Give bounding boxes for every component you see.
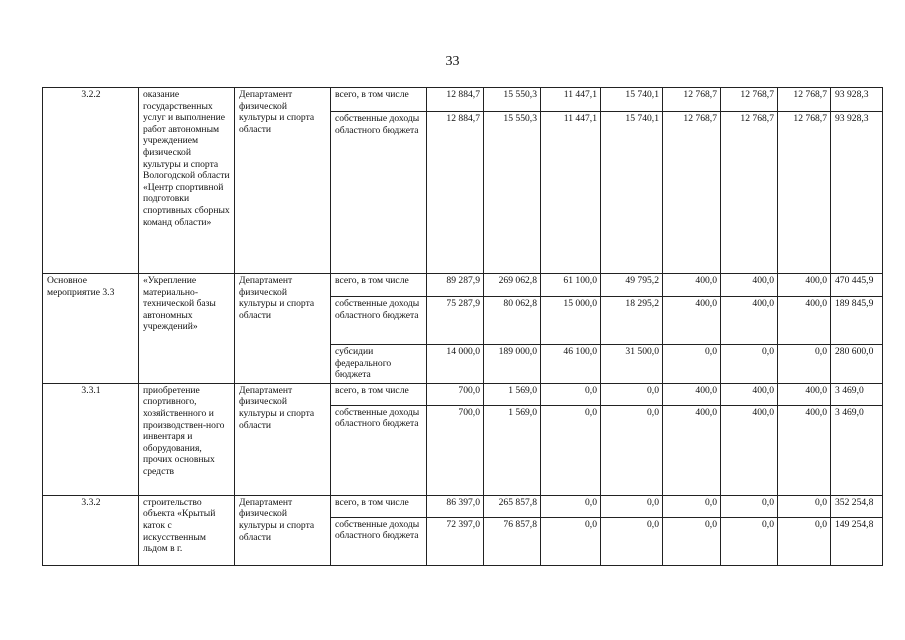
year-value: 269 062,8 xyxy=(484,274,541,297)
year-value: 0,0 xyxy=(601,517,663,565)
measure-name: оказание государственных услуг и выполнение работ автономным учреждением физической культуры и спорта Вологодской области «Центр спортивной подготовки спортивных сборных команд области» xyxy=(139,88,235,274)
year-value: 12 768,7 xyxy=(721,88,778,112)
funding-source: собственные доходы областного бюджета xyxy=(331,517,427,565)
year-value: 15 740,1 xyxy=(601,88,663,112)
year-value: 400,0 xyxy=(663,405,721,495)
row-code: 3.2.2 xyxy=(43,88,139,274)
year-value: 18 295,2 xyxy=(601,297,663,345)
year-value: 46 100,0 xyxy=(541,345,601,384)
year-value: 86 397,0 xyxy=(427,495,484,517)
funding-source: собственные доходы областного бюджета xyxy=(331,405,427,495)
year-value: 400,0 xyxy=(721,297,778,345)
year-value: 80 062,8 xyxy=(484,297,541,345)
funding-source: всего, в том числе xyxy=(331,383,427,405)
year-value: 0,0 xyxy=(541,405,601,495)
year-value: 0,0 xyxy=(601,405,663,495)
year-value: 11 447,1 xyxy=(541,112,601,274)
year-value: 400,0 xyxy=(663,297,721,345)
total-value: 93 928,3 xyxy=(831,88,883,112)
year-value: 0,0 xyxy=(663,495,721,517)
year-value: 400,0 xyxy=(721,383,778,405)
year-value: 0,0 xyxy=(601,495,663,517)
total-value: 93 928,3 xyxy=(831,112,883,274)
row-code: 3.3.2 xyxy=(43,495,139,565)
executor: Департамент физической культуры и спорта области xyxy=(235,274,331,384)
executor: Департамент физической культуры и спорта области xyxy=(235,495,331,565)
year-value: 15 550,3 xyxy=(484,112,541,274)
total-value: 189 845,9 xyxy=(831,297,883,345)
measure-name: строительство объекта «Крытый каток с искусственным льдом в г. xyxy=(139,495,235,565)
year-value: 700,0 xyxy=(427,405,484,495)
year-value: 14 000,0 xyxy=(427,345,484,384)
budget-table-body xyxy=(43,88,883,566)
year-value: 0,0 xyxy=(663,517,721,565)
year-value: 400,0 xyxy=(778,297,831,345)
row-code: Основное мероприятие 3.3 xyxy=(43,274,139,384)
page-number: 33 xyxy=(445,54,460,69)
year-value: 1 569,0 xyxy=(484,405,541,495)
year-value: 15 550,3 xyxy=(484,88,541,112)
year-value: 400,0 xyxy=(663,383,721,405)
year-value: 12 768,7 xyxy=(721,112,778,274)
total-value: 149 254,8 xyxy=(831,517,883,565)
budget-table xyxy=(42,87,883,566)
year-value: 76 857,8 xyxy=(484,517,541,565)
year-value: 75 287,9 xyxy=(427,297,484,345)
year-value: 400,0 xyxy=(721,274,778,297)
year-value: 0,0 xyxy=(541,383,601,405)
table-row xyxy=(43,495,883,517)
table-row xyxy=(43,88,883,112)
funding-source: всего, в том числе xyxy=(331,495,427,517)
total-value: 352 254,8 xyxy=(831,495,883,517)
measure-name: приобретение спортивного, хозяйственного и производствен-ного инвентаря и оборудования, прочих основных средств xyxy=(139,383,235,495)
year-value: 12 884,7 xyxy=(427,88,484,112)
funding-source: всего, в том числе xyxy=(331,88,427,112)
total-value: 3 469,0 xyxy=(831,383,883,405)
year-value: 12 768,7 xyxy=(663,88,721,112)
year-value: 15 740,1 xyxy=(601,112,663,274)
year-value: 400,0 xyxy=(663,274,721,297)
year-value: 31 500,0 xyxy=(601,345,663,384)
year-value: 11 447,1 xyxy=(541,88,601,112)
year-value: 0,0 xyxy=(721,345,778,384)
total-value: 3 469,0 xyxy=(831,405,883,495)
funding-source: субсидии федерального бюджета xyxy=(331,345,427,384)
year-value: 0,0 xyxy=(721,517,778,565)
year-value: 0,0 xyxy=(778,495,831,517)
executor: Департамент физической культуры и спорта области xyxy=(235,383,331,495)
table-row xyxy=(43,274,883,297)
total-value: 280 600,0 xyxy=(831,345,883,384)
year-value: 0,0 xyxy=(778,517,831,565)
year-value: 1 569,0 xyxy=(484,383,541,405)
year-value: 12 768,7 xyxy=(778,88,831,112)
total-value: 470 445,9 xyxy=(831,274,883,297)
year-value: 12 884,7 xyxy=(427,112,484,274)
funding-source: собственные доходы областного бюджета xyxy=(331,112,427,274)
funding-source: собственные доходы областного бюджета xyxy=(331,297,427,345)
year-value: 265 857,8 xyxy=(484,495,541,517)
executor: Департамент физической культуры и спорта области xyxy=(235,88,331,274)
year-value: 0,0 xyxy=(721,495,778,517)
year-value: 61 100,0 xyxy=(541,274,601,297)
year-value: 0,0 xyxy=(541,517,601,565)
year-value: 0,0 xyxy=(778,345,831,384)
year-value: 400,0 xyxy=(778,274,831,297)
year-value: 400,0 xyxy=(778,405,831,495)
year-value: 400,0 xyxy=(778,383,831,405)
year-value: 15 000,0 xyxy=(541,297,601,345)
year-value: 700,0 xyxy=(427,383,484,405)
year-value: 0,0 xyxy=(601,383,663,405)
year-value: 12 768,7 xyxy=(663,112,721,274)
funding-source: всего, в том числе xyxy=(331,274,427,297)
year-value: 49 795,2 xyxy=(601,274,663,297)
year-value: 0,0 xyxy=(541,495,601,517)
table-row xyxy=(43,383,883,405)
measure-name: «Укрепление материально-технической базы автономных учреждений» xyxy=(139,274,235,384)
year-value: 0,0 xyxy=(663,345,721,384)
year-value: 400,0 xyxy=(721,405,778,495)
year-value: 12 768,7 xyxy=(778,112,831,274)
year-value: 189 000,0 xyxy=(484,345,541,384)
year-value: 72 397,0 xyxy=(427,517,484,565)
row-code: 3.3.1 xyxy=(43,383,139,495)
year-value: 89 287,9 xyxy=(427,274,484,297)
